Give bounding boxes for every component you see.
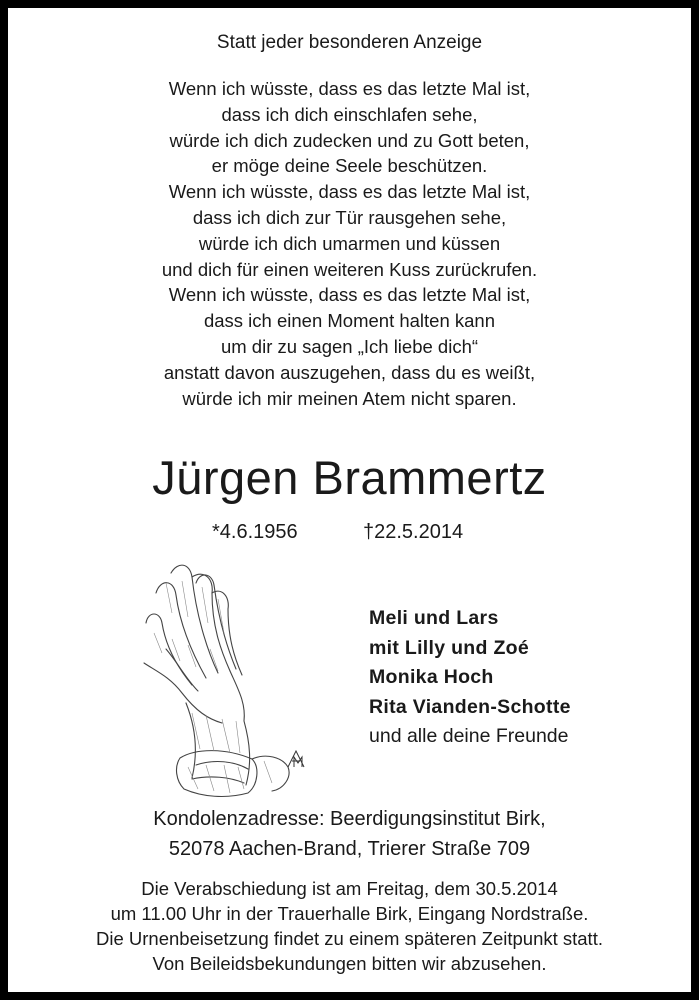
mourner-name: Meli und Lars: [369, 607, 499, 629]
poem-line: Wenn ich wüsste, dass es das letzte Mal ist,: [168, 181, 531, 203]
poem-line: dass ich dich zur Tür rausgehen sehe,: [192, 206, 507, 228]
mourners-list: [369, 604, 571, 752]
funeral-info-line: um 11.00 Uhr in der Trauerhalle Birk, Eingang Nordstraße.: [110, 903, 589, 924]
funeral-info-line: Die Verabschiedung ist am Freitag, dem 30.5.2014: [141, 878, 558, 899]
poem-line: anstatt davon auszugehen, dass du es weißt,: [163, 361, 536, 383]
obituary-notice: [8, 8, 691, 992]
poem-line: er möge deine Seele beschützen.: [211, 155, 488, 177]
poem-line: Wenn ich wüsste, dass es das letzte Mal ist,: [168, 78, 531, 99]
funeral-info-line: Die Urnenbeisetzung findet zu einem späteren Zeitpunkt statt.: [96, 928, 603, 949]
poem-line: und dich für einen weiteren Kuss zurückrufen.: [161, 258, 538, 280]
birth-date: *4.6.1956: [212, 521, 298, 543]
funeral-info-line: Von Beileidsbekundungen bitten wir abzusehen.: [152, 953, 547, 974]
poem-line: würde ich dich zudecken und zu Gott beten,: [169, 129, 530, 151]
poem: [8, 76, 691, 411]
mourner-friends: und alle deine Freunde: [369, 725, 569, 747]
death-date: †22.5.2014: [363, 521, 464, 543]
poem-line: um dir zu sagen „Ich liebe dich“: [220, 335, 479, 357]
poem-line: würde ich dich umarmen und küssen: [198, 232, 501, 254]
condolence-address-line: Kondolenzadresse: Beerdigungsinstitut Birk,: [153, 808, 546, 830]
praying-hands-illustration: [126, 553, 316, 798]
notice-header: Statt jeder besonderen Anzeige: [216, 32, 483, 53]
poem-line: Wenn ich wüsste, dass es das letzte Mal ist,: [168, 284, 531, 306]
mourner-name: mit Lilly und Zoé: [369, 636, 530, 659]
poem-line: würde ich mir meinen Atem nicht sparen.: [182, 387, 517, 409]
poem-line: dass ich dich einschlafen sehe,: [221, 103, 478, 125]
mourner-name: Rita Vianden-Schotte: [369, 695, 571, 718]
mourner-name: Monika Hoch: [369, 666, 494, 688]
condolence-address: [8, 804, 691, 864]
deceased-name: Jürgen Brammertz: [152, 451, 547, 504]
condolence-address-line: 52078 Aachen-Brand, Trierer Straße 709: [168, 838, 531, 860]
funeral-info: [8, 876, 691, 976]
poem-line: dass ich einen Moment halten kann: [203, 310, 496, 332]
